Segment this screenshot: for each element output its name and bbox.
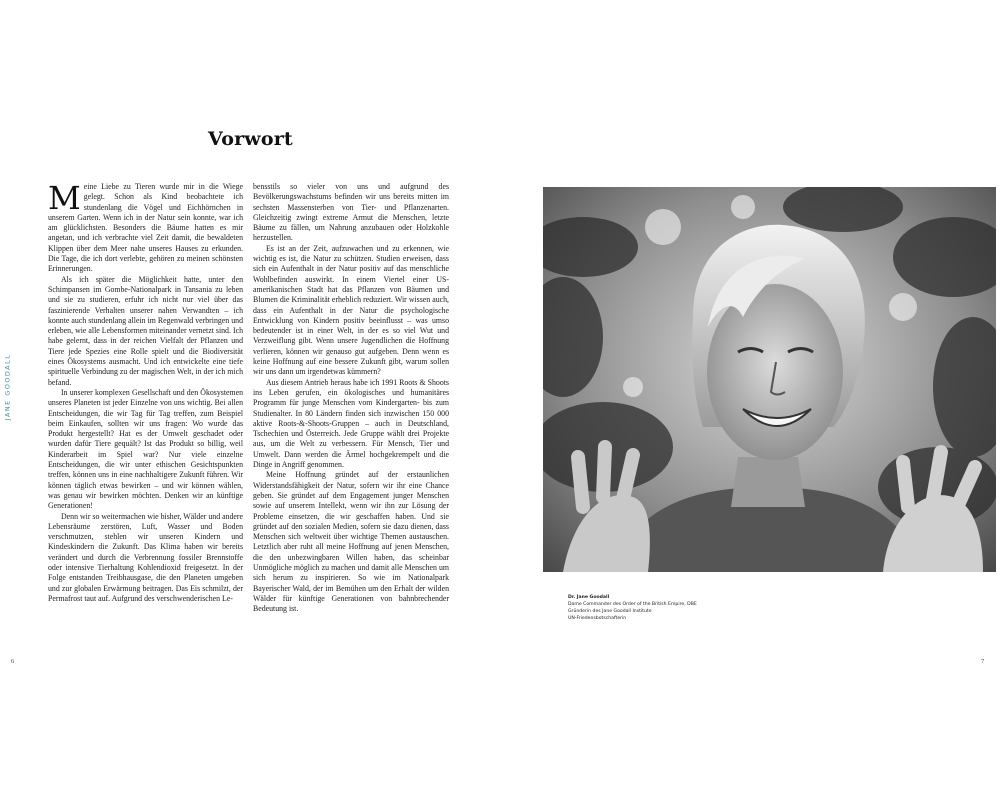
portrait-photo [543,187,996,572]
text-column-right [253,182,449,614]
paragraph: Es ist an der Zeit, aufzuwachen und zu erkennen, wie wichtig es ist, die Natur zu schützen. Studien erweisen, dass sich ein Aufenthalt in der Natur positiv auf das menschliche Wohlbefinden auswirkt. In einem Viertel einer US-amerikanischen Stadt hat das Pflanzen von Bäumen und Blumen die Kriminalität erheblich reduziert. Wir wissen auch, dass ein Aufenthalt in der Natur die psychologische Entwicklung von Kindern positiv beeinflusst – was umso bedeutender ist in einer Welt, in der es so viel Wut und Verzweiflung gibt. Wenn unsere Jugendlichen die Hoffnung verlieren, können wir genauso gut aufgeben. Denn wenn es keine Hoffnung auf eine bessere Zukunft gibt, warum sollen wir uns dann um irgendetwas kümmern? [253,243,449,377]
page-number-left: 6 [11,658,15,665]
page-title: Vorwort [208,128,293,150]
paragraph: Aus diesem Antrieb heraus habe ich 1991 Roots & Shoots ins Leben gerufen, ein ökologisches und humanitäres Programm für junge Menschen vom Kindergarten- bis zum Studienalter. In 80 Ländern finden sich inzwischen 150 000 aktive Roots-&-Shoots-Gruppen – auch in Deutschland, Tschechien und Österreich. Jede Gruppe wählt drei Projekte aus, um die Welt zu verbessern. Für Mensch, Tier und Umwelt. Dann werden die Ärmel hochgekrempelt und die Dinge in Angriff genommen. [253,377,449,470]
portrait-photo-art [543,187,996,572]
caption-line: Gründerin des Jane Goodall Institute [568,609,652,614]
paragraph [48,179,243,275]
paragraph: bensstils so vieler von uns und aufgrund des Bevölkerungswachstums befinden wir uns bereits mitten im sechsten Massensterben von Tier- und Pflanzenarten. Gleichzeitig zwingt extreme Armut die Menschen, letzte Bäume zu fällen, um Nahrung anzubauen oder Holzkohle herzustellen. [253,182,449,243]
paragraph: Meine Hoffnung gründet auf der erstaunlichen Widerstandsfähigkeit der Natur, sofern wir ihr eine Chance geben. Sie gründet auf dem Engagement junger Menschen sowie auf unserem Intellekt, wenn wir ihn zur Lösung der Probleme einsetzen, die wir geschaffen haben. Und sie gründet auf den sozialen Medien, sofern sie dazu dienen, dass Menschen sich weltweit über wichtige Themen austauschen. Letztlich aber ruht all meine Hoffnung auf jenen Menschen, die den unbezwingbaren Willen haben, das scheinbar Unmögliche möglich zu machen und damit alle Menschen um sich herum zu inspirieren. So wie im Nationalpark Bayerischer Wald, der im Bemühen um den Erhalt der wilden Wälder für künftige Generationen von bahnbrechender Bedeutung ist. [253,470,449,614]
photo-caption [568,594,697,622]
paragraph-text: eine Liebe zu Tieren wurde mir in die Wiege gelegt. Schon als Kind beobachtete ich stundenlang die Vögel und Eichhörnchen in unserem Garten. Wenn ich in der Natur sein konnte, war ich am glücklichsten. Besonders die Bäume hatten es mir angetan, und ich verbrachte viel Zeit damit, die bewaldeten Klippen über dem Meer nahe unseres Hauses zu erkunden. Die Tage, die ich dort verlebte, gehören zu meinen schönsten Erinnerungen. [48,182,243,274]
paragraph: Als ich später die Möglichkeit hatte, unter den Schimpansen im Gombe-Nationalpark in Tansania zu leben und sie zu studieren, erfuhr ich nicht nur viel über das faszinierende Verhalten unserer nahen Verwandten – ich konnte auch stundenlang allein im Regenwald verbringen und erleben, wie alle Lebensformen miteinander vernetzt sind. Ich habe gelernt, dass in der reichen Vielfalt der Pflanzen und Tiere jede Spezies eine Rolle spielt und die Biodiversität eines Ökosystems ausmacht. Und ich entwickelte eine tiefe spirituelle Verbindung zu der magischen Welt, in der ich mich befand. [48,274,243,387]
running-head-text: JANE GOODALL [4,353,12,421]
caption-line: Dame Commander des Order of the British Empire, DBE [568,602,697,607]
page-number-right: 7 [981,658,985,665]
caption-name: Dr. Jane Goodall [568,595,610,600]
drop-cap: M [48,179,81,217]
caption-line: UN-Friedensbotschafterin [568,616,627,621]
paragraph: In unserer komplexen Gesellschaft und den Ökosystemen unseres Planeten ist jeder Einzelne von uns wichtig. Bei allen Entscheidungen, die wir Tag für Tag treffen, zum Beispiel beim Einkaufen, sollten wir uns fragen: Wo wurde das Produkt hergestellt? Hat es der Umwelt geschadet oder wurden dafür Tiere gequält? Ist das Produkt so billig, weil Kinderarbeit im Spiel war? Nur viele einzelne Entscheidungen, die wir unter ethischen Gesichtspunkten treffen, können uns in eine nachhaltigere Zukunft führen. Wir können täglich etwas bewirken – und wir können wählen, was genau wir bewirken möchten. Denken wir an künftige Generationen! [48,387,243,511]
text-column-left [48,179,243,604]
paragraph: Denn wir so weitermachen wie bisher, Wälder und andere Lebensräume zerstören, Luft, Wasser und Boden verschmutzen, stehlen wir unseren Kindern und Kindeskindern die Zukunft. Das Klima haben wir bereits verändert und durch die Verbrennung fossiler Brennstoffe oder intensive Tierhaltung Kohlendioxid freigesetzt. In der Folge entstanden Treibhausgase, die den Planeten umgeben und zur globalen Erwärmung beitragen. Das Eis schmilzt, der Permafrost taut auf. Aufgrund des verschwenderischen Le- [48,511,243,603]
running-head [2,342,14,432]
